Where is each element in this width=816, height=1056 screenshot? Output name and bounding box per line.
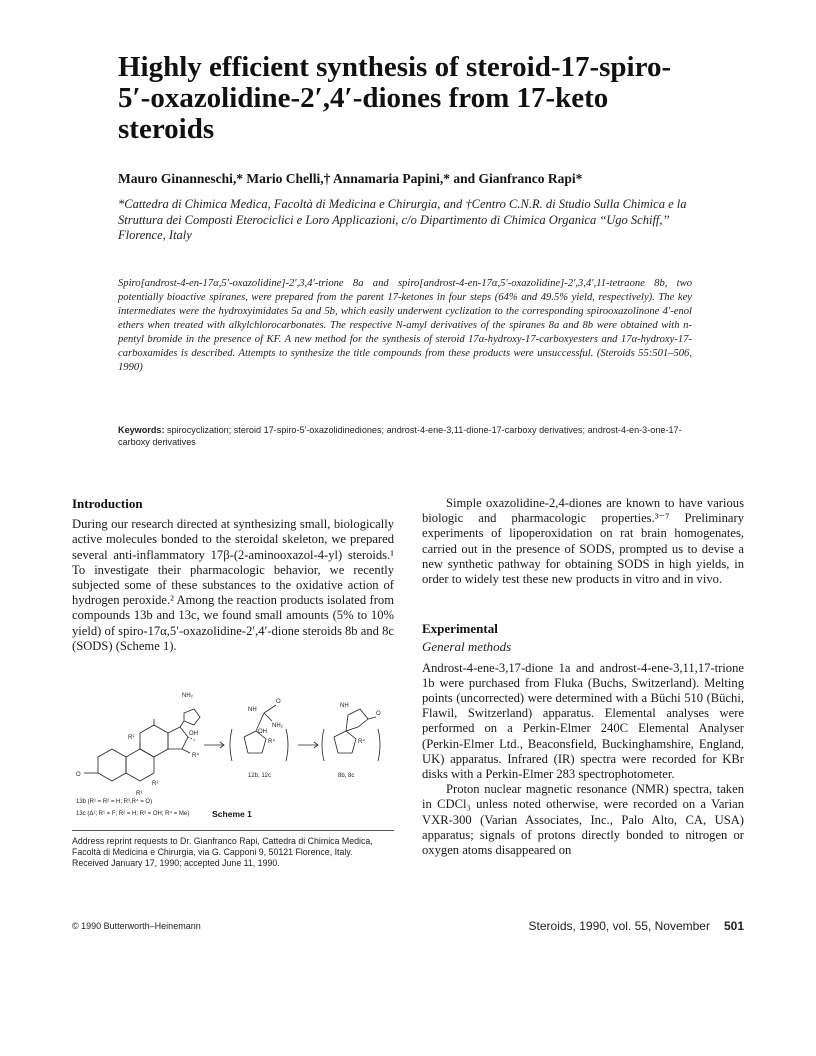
bracket-right-2 — [378, 729, 380, 761]
scheme-r3-label: R³ — [128, 735, 135, 741]
introduction-heading: Introduction — [72, 496, 143, 511]
scheme-o-label-3: O — [376, 711, 381, 717]
affiliation: *Cattedra di Chimica Medica, Facoltà di Medicina e Chirurgia, and †Centro C.N.R. di Studio Sulla Chimica e la Struttura dei Composti Eterociclici e Loro Applicazioni, c/o Dipartimento di Chimica Organica ‘‘Ugo Schiff,’’ Florence, Italy — [118, 197, 687, 242]
keywords-label: Keywords: — [118, 425, 165, 435]
scheme-r2-label: R² — [152, 781, 159, 787]
scheme-nh-label: NH — [248, 707, 257, 713]
scheme-r4-label-2: R⁴ — [268, 739, 275, 745]
bracket-left-2 — [322, 729, 324, 761]
scheme-nh2-label: NH₂ — [182, 693, 193, 699]
experimental-paragraph-2: Proton nuclear magnetic resonance (NMR) spectra, taken in CDCl₃ unless noted otherwise, were recorded on a Varian VXR-300 (Varian Associates, Inc., Palo Alto, CA, USA) apparatus; signals of protons directly bonded to nitrogen or oxygen atoms disappeared on — [422, 782, 744, 858]
keywords — [118, 425, 692, 448]
introduction-paragraph: During our research directed at synthesizing small, biologically active molecules bonded to the steroidal skeleton, we prepared several anti-inflammatory 17β-(2-aminooxazol-4-yl) steroids.¹ To investigate their pharmacologic behavior, we recently subjected some of these substances to the oxidative action of hydrogen peroxide.² Among the reaction products isolated from compounds 13b and 13c, we found small amounts (5% to 10% yield) of spiro-17α,5′-oxazolidine-2′,4′-dione steroids 8b and 8c (SODS) (Scheme 1). — [72, 517, 394, 653]
experimental-paragraph-1: Androst-4-ene-3,17-dione 1a and androst-4-ene-3,11,17-trione 1b were purchased from Fluka (Buchs, Switzerland). Melting points (uncorrected) were determined with a Büchi 510 (Büchi, Flawil, Switzerland) apparatus. Elemental analyses were performed on a Perkin-Elmer 240C Elemental Analyser (Perkin-Elmer Ltd., Beaconsfield, Buckinghamshire, England, UK) apparatus. Infrared (IR) spectra were recorded for KBr disks with a Perkin-Elmer 283 spectrophotometer. — [422, 660, 744, 782]
scheme-nh-label-2: NH — [340, 703, 349, 709]
scheme-oh-label: OH — [189, 731, 198, 737]
article-title: Highly efficient synthesis of steroid-17-spiro-5′-oxazolidine-2′,4′-diones from 17-keto steroids — [118, 51, 672, 145]
author-list: Mauro Ginanneschi,* Mario Chelli,† Annamaria Papini,* and Gianfranco Rapi* — [118, 171, 583, 186]
left-column — [72, 496, 394, 654]
page-number: 501 — [723, 919, 744, 933]
scheme-r1-label: R¹ — [136, 791, 143, 797]
journal-citation: Steroids, 1990, vol. 55, November — [528, 919, 710, 933]
scheme-1-structures — [72, 677, 392, 827]
scheme-label-8b: 8b, 8c — [338, 773, 355, 779]
general-methods-heading: General methods — [422, 639, 512, 655]
experimental-heading: Experimental — [422, 621, 498, 637]
steroid-structure — [84, 705, 380, 781]
right-intro-paragraph: Simple oxazolidine-2,4-diones are known to have various biologic and pharmacologic properties.³⁻⁷ Preliminary experiments of lipoperoxidation on rat brain homogenates, carried out in the presence of SODS, prompted us to devise a new synthetic pathway for obtaining SODS in high yields, in order to widely test these new products in vitro and in vivo. — [422, 496, 744, 587]
scheme-o-label-2: O — [276, 699, 281, 705]
ring-a — [98, 749, 126, 781]
oxazole-ring — [184, 709, 200, 725]
scheme-caption: Scheme 1 — [212, 809, 252, 819]
bracket-left-1 — [230, 729, 232, 761]
bracket-right-1 — [286, 729, 288, 761]
scheme-label-12b: 12b, 12c — [248, 773, 272, 779]
d-ring-right — [334, 731, 356, 753]
ring-d — [168, 727, 188, 749]
scheme-r4-label-3: R⁴ — [358, 739, 365, 745]
received-dates: Received January 17, 1990; accepted June 11, 1990. — [72, 857, 280, 868]
reprint-address: Address reprint requests to Dr. Gianfranco Rapi, Cattedra di Chimica Medica, Facoltà di Medicina e Chirurgia, via G. Capponi 9, 50121 Florence, Italy. — [72, 836, 373, 857]
oxazolidinedione-ring — [346, 709, 368, 731]
journal-footer — [470, 919, 744, 933]
scheme-legend-13b: 13b (R¹ = R² = H; R³,R⁴ = O) — [76, 799, 153, 805]
abstract: Spiro[androst-4-en-17α,5′-oxazolidine]-2′,3,4′-trione 8a and spiro[androst-4-en-17α,5′-oxazolidine]-2′,3,4′,11-tetraone 8b, two potentially bioactive spiranes, were prepared from the parent 17-ketones in four steps (64% and 49.5% yield, respectively). The key intermediates were the hydroxyimidates 5a and 5b, which easily underwent cyclization to the corresponding spirooxazolinone 4′-enol ethers when treated with alkylchlorocarbonates. The respective N-amyl derivatives of the spiranes 8a and 8b were obtained with n-pentyl bromide in the presence of KF. A new method for the synthesis of steroid 17α-hydroxy-17-carboxyesters and 17α-hydroxy-17-carboxamides is described. Attempts to synthesize the title compounds from these products were unsuccessful. (Steroids 55:501–506, 1990) — [118, 278, 692, 373]
footnote-rule — [72, 830, 394, 831]
scheme-o-label: O — [76, 772, 81, 778]
keywords-text: spirocyclization; steroid 17-spiro-5′-oxazolidinediones; androst-4-ene-3,11-dione-17-carboxy derivatives; androst-4-en-3-one-17-carboxy derivatives — [118, 425, 682, 447]
scheme-legend-13c: 13c (Δ¹; R¹ = F; R² = H; R³ = OH; R⁴ = Me) — [76, 811, 190, 817]
scheme-r4-label: R⁴ — [192, 753, 199, 759]
scheme-nh2-label-2: NH₂ — [272, 723, 283, 729]
scheme-oh-label-2: OH — [258, 729, 267, 735]
ring-b — [126, 749, 154, 781]
right-column — [422, 496, 744, 858]
footnote — [72, 836, 394, 868]
copyright-notice: © 1990 Butterworth–Heinemann — [72, 921, 201, 931]
ring-c — [140, 725, 168, 757]
